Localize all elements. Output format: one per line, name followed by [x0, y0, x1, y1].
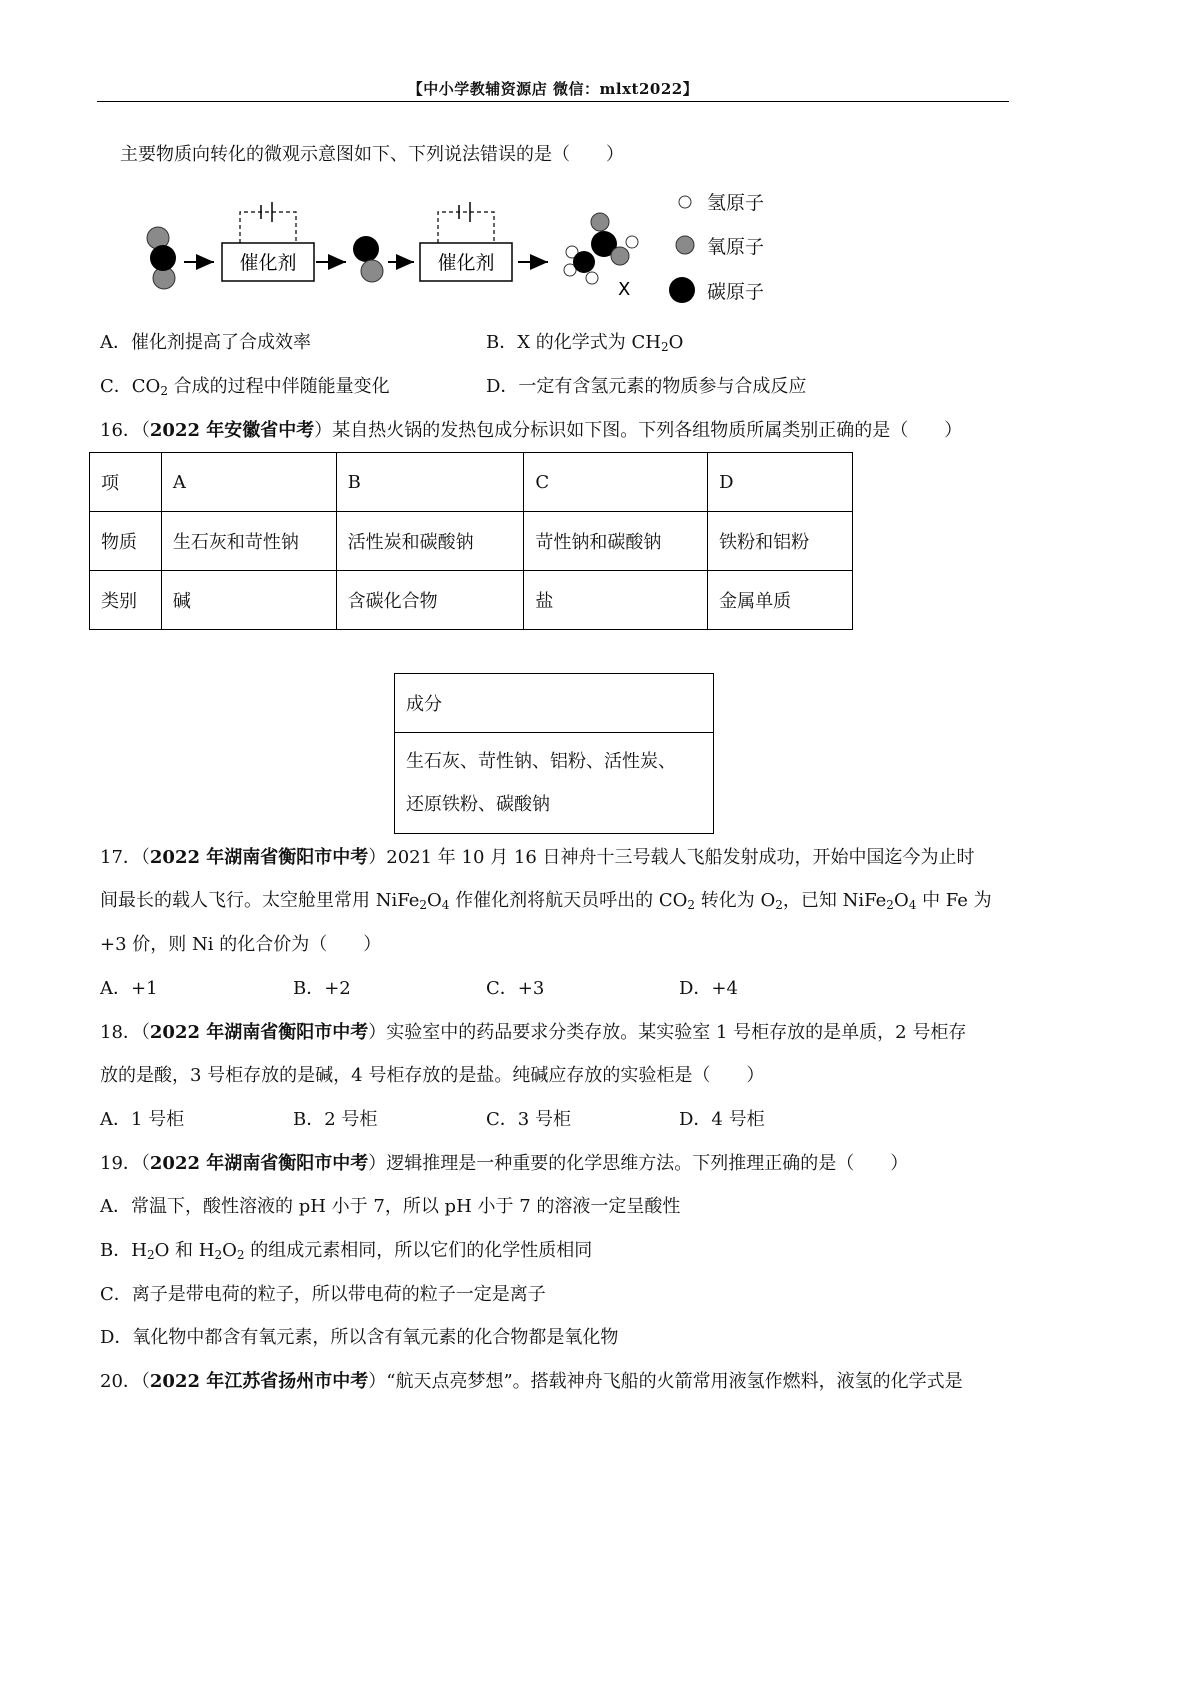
table-cell: B	[336, 453, 524, 512]
table-cell: 生石灰和苛性钠	[161, 512, 336, 571]
table-row	[395, 733, 714, 834]
q15-option-c: C．$CO_2$ 合成的过程中伴随能量变化	[100, 376, 390, 398]
q19-option-d: D．氧化物中都含有氧元素，所以含有氧元素的化合物都是氧化物	[100, 1327, 619, 1348]
q19-stem: 19．（2022 年湖南省衡阳市中考）逻辑推理是一种重要的化学思维方法。下列推理正确的是（ ）	[100, 1153, 909, 1174]
legend-hydrogen: 氢原子	[707, 192, 765, 214]
table-cell: C	[524, 453, 708, 512]
molecule-conversion-diagram	[140, 182, 780, 312]
table-cell: 盐	[524, 571, 708, 630]
ingredients-label-table	[394, 673, 714, 834]
page-header: 【中小学教辅资源店 微信：mlxt2022】	[407, 80, 699, 98]
table-cell: 含碳化合物	[336, 571, 524, 630]
table-row	[90, 571, 853, 630]
q15-option-b: B．X 的化学式为 $CH_2O$	[486, 332, 684, 354]
q17-line-3: +3 价，则 Ni 的化合价为（ ）	[100, 934, 382, 955]
q19-option-b: B．$H_2O$ 和 $H_2O_2$ 的组成元素相同，所以它们的化学性质相同	[100, 1240, 593, 1262]
q17-option-b: B．+2	[293, 978, 351, 999]
ingredients-list: 生石灰、苛性钠、铝粉、活性炭、 还原铁粉、碳酸钠	[395, 733, 714, 834]
carbon-atom-icon	[669, 277, 695, 303]
table-row	[395, 674, 714, 733]
q18-option-a: A．1 号柜	[100, 1109, 185, 1130]
header-rule	[97, 101, 1009, 102]
q19-option-c: C．离子是带电荷的粒子，所以带电荷的粒子一定是离子	[100, 1284, 546, 1305]
legend-carbon: 碳原子	[707, 281, 765, 303]
table-cell: 碱	[161, 571, 336, 630]
co2-molecule-icon	[147, 227, 176, 289]
q18-option-c: C．3 号柜	[486, 1109, 571, 1130]
catalyst-box-2	[420, 202, 512, 281]
q18-option-b: B．2 号柜	[293, 1109, 378, 1130]
table-row	[90, 453, 853, 512]
table-cell: 苛性钠和碳酸钠	[524, 512, 708, 571]
table-cell: A	[161, 453, 336, 512]
q15-option-a: A．催化剂提高了合成效率	[100, 332, 311, 353]
q17-option-d: D．+4	[679, 978, 738, 999]
co-molecule-icon	[353, 236, 383, 282]
q17-line-2: 间最长的载人飞行。太空舱里常用 $NiFe_2O_4$ 作催化剂将航天员呼出的 $CO_2$ 转化为 $O_2$，已知 $NiFe_2O_4$ 中 Fe 为	[100, 890, 992, 912]
product-x-label: X	[618, 279, 631, 300]
hydrogen-atom-icon	[679, 196, 691, 208]
table-cell: 金属单质	[708, 571, 853, 630]
q16-options-table	[89, 452, 853, 630]
q18-option-d: D．4 号柜	[679, 1109, 765, 1130]
table-cell: 铁粉和铝粉	[708, 512, 853, 571]
q16-stem: 16．（2022 年安徽省中考）某自热火锅的发热包成分标识如下图。下列各组物质所属类别正确的是（ ）	[100, 420, 963, 441]
q19-option-a: A．常温下，酸性溶液的 pH 小于 7，所以 pH 小于 7 的溶液一定呈酸性	[100, 1196, 681, 1217]
table-cell: 类别	[90, 571, 162, 630]
legend-oxygen: 氧原子	[707, 236, 765, 258]
table-cell: D	[708, 453, 853, 512]
q20-stem: 20．（2022 年江苏省扬州市中考）“航天点亮梦想”。搭载神舟飞船的火箭常用液氢作燃料，液氢的化学式是	[100, 1371, 963, 1392]
catalyst-box-1	[222, 202, 314, 281]
q15-stem: 主要物质向转化的微观示意图如下、下列说法错误的是（ ）	[120, 144, 624, 165]
catalyst-label-1: 催化剂	[239, 252, 297, 274]
q17-line-1: 17．（2022 年湖南省衡阳市中考）2021 年 10 月 16 日神舟十三号载人飞船发射成功，开始中国迄今为止时	[100, 847, 975, 868]
table-cell: 项	[90, 453, 162, 512]
q15-option-d: D．一定有含氢元素的物质参与合成反应	[486, 376, 807, 397]
table-cell: 物质	[90, 512, 162, 571]
q18-line-1: 18．（2022 年湖南省衡阳市中考）实验室中的药品要求分类存放。某实验室 1 号柜存放的是单质，2 号柜存	[100, 1022, 967, 1043]
q18-line-2: 放的是酸，3 号柜存放的是碱，4 号柜存放的是盐。纯碱应存放的实验柜是（ ）	[100, 1065, 765, 1086]
ingredients-title: 成分	[395, 674, 714, 733]
q17-option-a: A．+1	[100, 978, 158, 999]
catalyst-label-2: 催化剂	[437, 252, 495, 274]
table-cell: 活性炭和碳酸钠	[336, 512, 524, 571]
oxygen-atom-icon	[676, 236, 694, 254]
q17-option-c: C．+3	[486, 978, 545, 999]
table-row	[90, 512, 853, 571]
product-x-molecule-icon	[564, 213, 638, 284]
